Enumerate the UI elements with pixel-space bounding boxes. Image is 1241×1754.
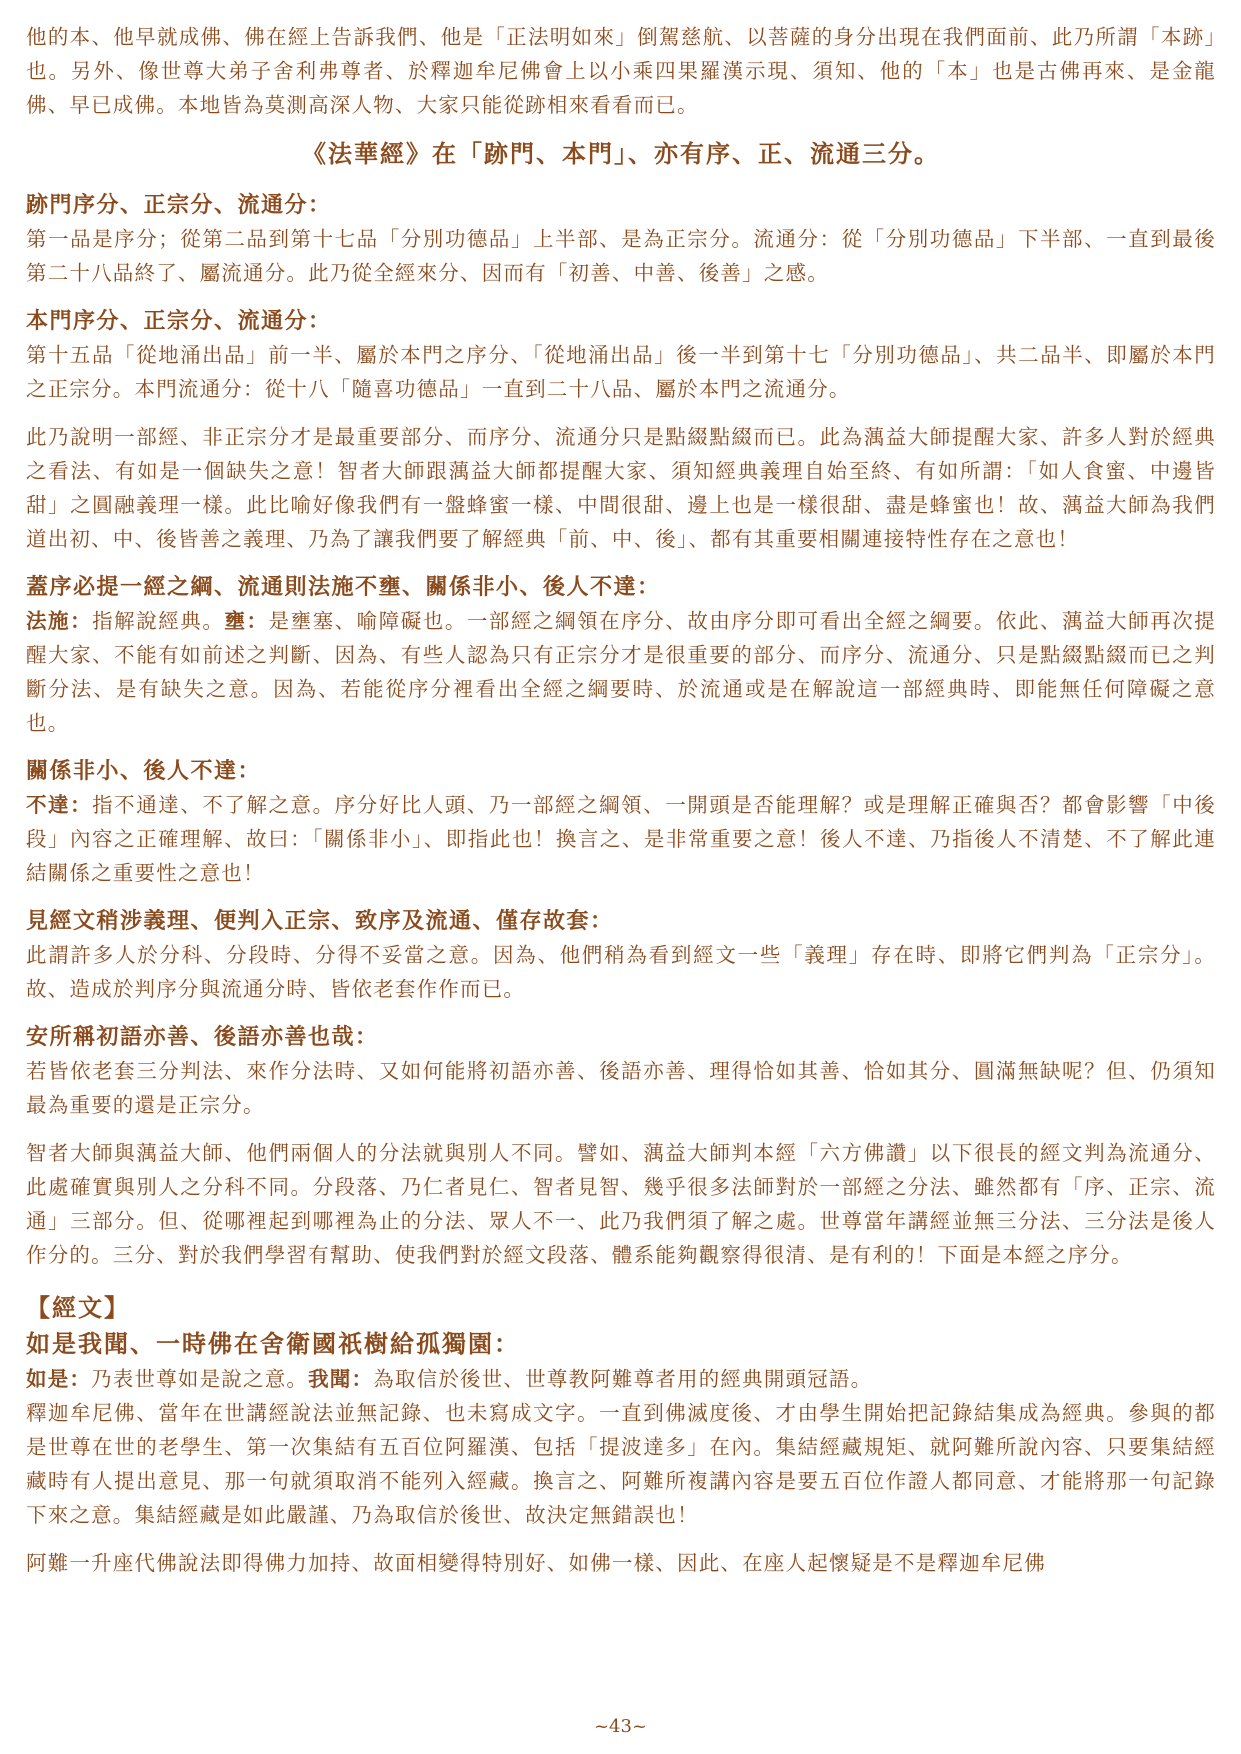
heading-good-words: 安所稱初語亦善、後語亦善也哉：: [26, 1024, 379, 1050]
term-obstruction: 壅：: [224, 609, 269, 633]
sutra-body: 釋迦牟尼佛、當年在世講經說法並無記錄、也未寫成文字。一直到佛滅度後、才由學生開始把記錄結集成為經典。參與的都是世尊在世的老學生、第一次集結有五百位阿羅漢、包括「提波達多」在內。集結經藏規矩、就阿難所說內容、只要集結經藏時有人提出意見、那一句就須取消不能列入經藏。換言之、阿難所複講內容是要五百位作證人都同意、才能將那一句記錄下來之意。集結經藏是如此嚴謹、乃為取信於後世、故決定無錯誤也！: [26, 1401, 1216, 1527]
heading-origin-gate: 本門序分、正宗分、流通分：: [26, 308, 332, 334]
text-thus: 乃表世尊如是說之意。: [91, 1367, 309, 1391]
intro-paragraph: 他的本、他早就成佛、佛在經上告訴我們、他是「正法明如來」倒駕慈航、以菩薩的身分出現在我們面前、此乃所謂「本跡」也。另外、像世尊大弟子舍利弗尊者、於釋迦牟尼佛會上以小乘四果羅漢示現、須知、他的「本」也是古佛再來、是金龍佛、早已成佛。本地皆為莫測高深人物、大家只能從跡相來看看而已。: [26, 25, 1216, 117]
sutra-terms: [26, 1362, 1216, 1396]
sutra-tag: 【經文】: [26, 1293, 130, 1322]
misjudgement-body: 此謂許多人於分科、分段時、分得不妥當之意。因為、他們稍為看到經文一些「義理」存在時、即將它們判為「正宗分」。故、造成於判序分與流通分時、皆依老套作作而已。: [26, 943, 1216, 1001]
explanation-paragraph: 此乃說明一部經、非正宗分才是最重要部分、而序分、流通分只是點綴點綴而已。此為蕅益大師提醒大家、許多人對於經典之看法、有如是一個缺失之意！智者大師跟蕅益大師都提醒大家、須知經典義理自始至終、有如所謂：「如人食蜜、中邊皆甜」之圓融義理一樣。此比喻好像我們有一盤蜂蜜一樣、中間很甜、邊上也是一樣很甜、盡是蜂蜜也！故、蕅益大師為我們道出初、中、後皆善之義理、乃為了讓我們要了解經典「前、中、後」、都有其重要相關連接特性存在之意也！: [26, 425, 1216, 551]
heading-importance: 關係非小、後人不達：: [26, 758, 262, 784]
trace-gate-body: 第一品是序分；從第二品到第十七品「分別功德品」上半部、是為正宗分。流通分：從「分別功德品」下半部、一直到最後第二十八品終了、屬流通分。此乃從全經來分、因而有「初善、中善、後善」之感。: [26, 227, 1216, 285]
text-dharma-giving: 指解說經典。: [92, 609, 225, 633]
masters-paragraph: 智者大師與蕅益大師、他們兩個人的分法就與別人不同。譬如、蕅益大師判本經「六方佛讚」以下很長的經文判為流通分、此處確實與別人之分科不同。分段落、乃仁者見仁、智者見智、幾乎很多法師對於一部經之分法、雖然都有「序、正宗、流通」三部分。但、從哪裡起到哪裡為止的分法、眾人不一、此乃我們須了解之處。世尊當年講經並無三分法、三分法是後人作分的。三分、對於我們學習有幫助、使我們對於經文段落、體系能夠觀察得很清、是有利的！下面是本經之序分。: [26, 1141, 1216, 1267]
text-obstruction: 是壅塞、喻障礙也。一部經之綱領在序分、故由序分即可看出全經之綱要。依此、蕅益大師再次提醒大家、不能有如前述之判斷、因為、有些人認為只有正宗分才是很重要的部分、而序分、流通分、只是點綴點綴而已之判斷分法、是有缺失之意。因為、若能從序分裡看出全經之綱要時、於流通或是在解說這一部經典時、即能無任何障礙之意也。: [26, 609, 1216, 735]
term-i-heard: 我聞：: [308, 1367, 374, 1391]
term-thus: 如是：: [26, 1367, 92, 1391]
term-not-understand: 不達：: [26, 793, 93, 817]
section-title: 《法華經》在「跡門、本門」、亦有序、正、流通三分。: [302, 139, 940, 168]
heading-misjudgement: 見經文稍涉義理、便判入正宗、致序及流通、僅存故套：: [26, 908, 614, 934]
heading-trace-gate: 跡門序分、正宗分、流通分：: [26, 192, 332, 218]
document-page: [26, 20, 1216, 1580]
text-not-understand: 指不通達、不了解之意。序分好比人頭、乃一部經之綱領、一開頭是否能理解？或是理解正確與否？都會影響「中後段」內容之正確理解、故曰：「關係非小」、即指此也！換言之、是非常重要之意！後人不達、乃指後人不清楚、不了解此連結關係之重要性之意也！: [26, 793, 1216, 885]
heading-preface-outline: 蓋序必提一經之綱、流通則法施不壅、關係非小、後人不達：: [26, 574, 661, 600]
sutra-verse: 如是我聞、一時佛在舍衛國祇樹給孤獨園：: [26, 1329, 520, 1358]
page-number: ~43~: [593, 1716, 648, 1737]
term-dharma-giving: 法施：: [26, 609, 93, 633]
good-words-body: 若皆依老套三分判法、來作分法時、又如何能將初語亦善、後語亦善、理得恰如其善、恰如其分、圓滿無缺呢？但、仍須知最為重要的還是正宗分。: [26, 1059, 1216, 1117]
importance-body: [26, 788, 1216, 890]
last-paragraph: 阿難一升座代佛說法即得佛力加持、故面相變得特別好、如佛一樣、因此、在座人起懷疑是不是釋迦牟尼佛: [26, 1551, 1046, 1575]
preface-outline-body: [26, 604, 1216, 740]
text-i-heard: 為取信於後世、世尊教阿難尊者用的經典開頭冠語。: [373, 1367, 873, 1391]
origin-gate-body: 第十五品「從地涌出品」前一半、屬於本門之序分、「從地涌出品」後一半到第十七「分別功德品」、共二品半、即屬於本門之正宗分。本門流通分：從十八「隨喜功德品」一直到二十八品、屬於本門之流通分。: [26, 343, 1216, 401]
